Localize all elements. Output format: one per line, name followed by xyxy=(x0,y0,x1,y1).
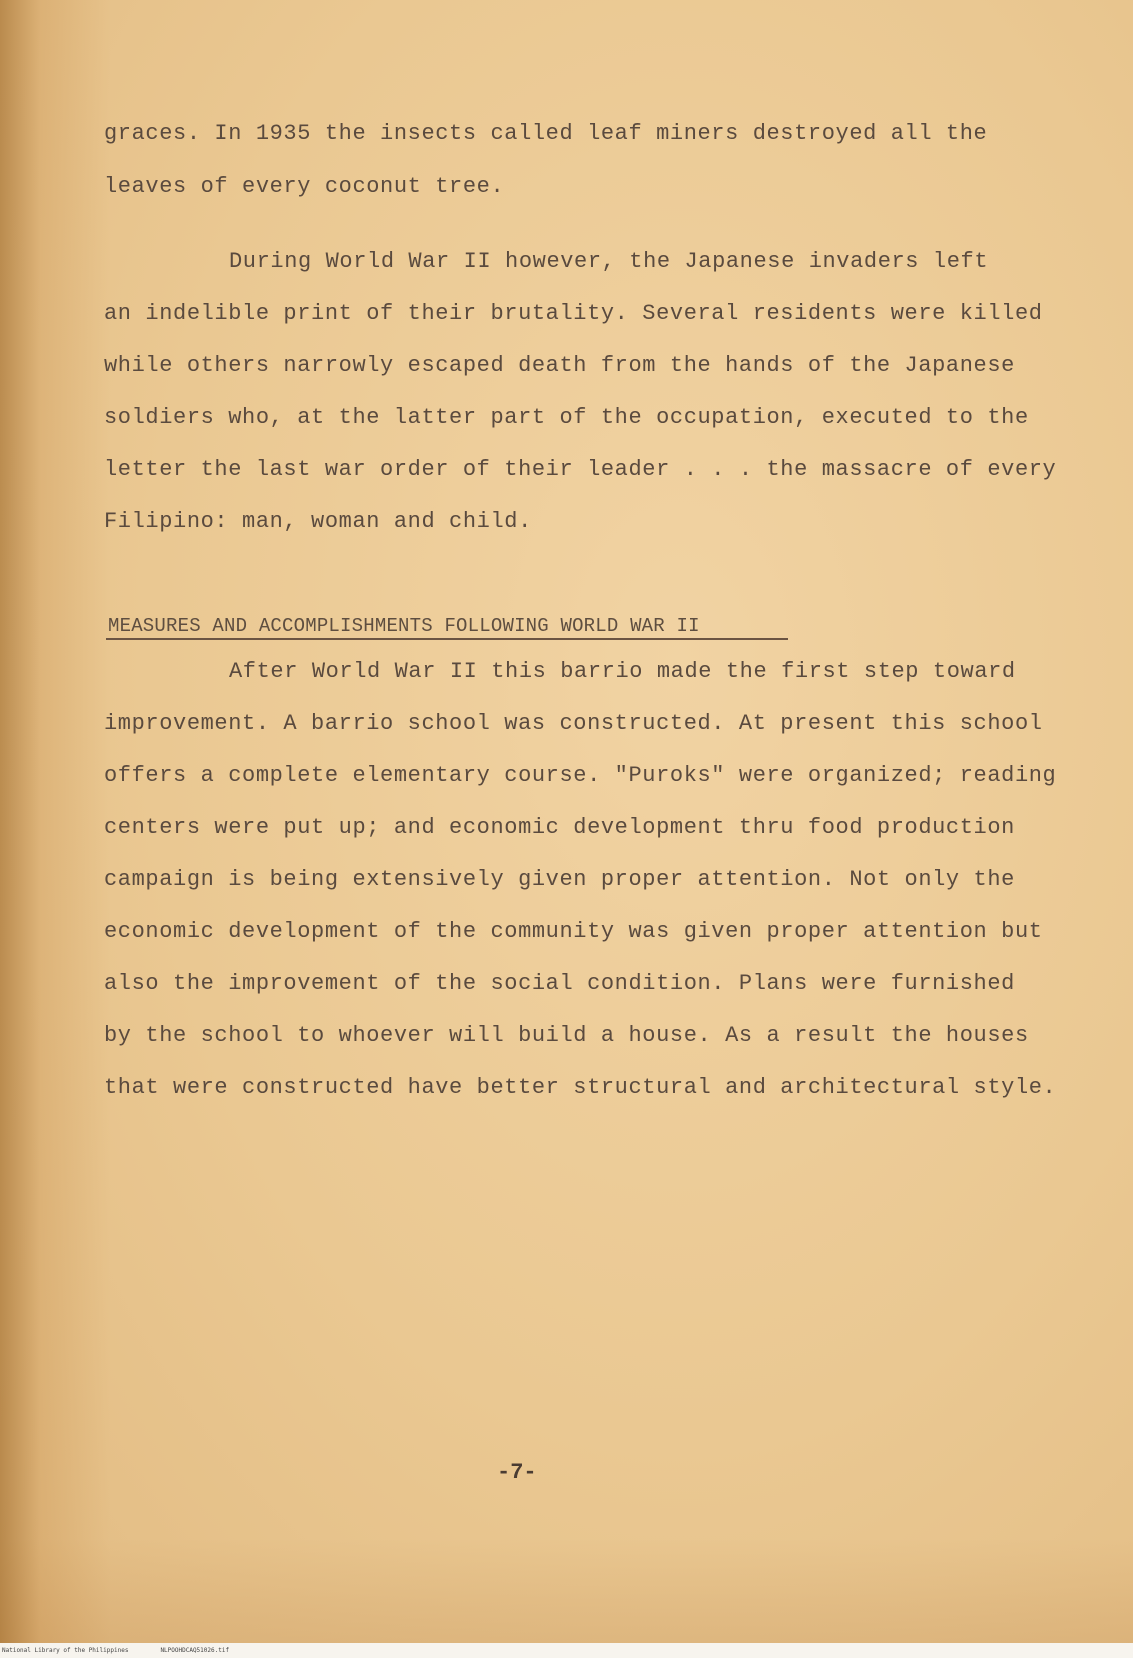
paragraph-3-line-3: offers a complete elementary course. "Puroks" were organized; reading xyxy=(104,763,1057,788)
paragraph-2-line-5: letter the last war order of their leader . . . the massacre of every xyxy=(104,457,1057,482)
library-credit: National Library of the Philippines xyxy=(2,1647,129,1654)
paragraph-1-line-2: leaves of every coconut tree. xyxy=(104,174,505,199)
paragraph-3-line-9: that were constructed have better structural and architectural style. xyxy=(104,1075,1057,1100)
scan-footer xyxy=(0,1643,1133,1658)
heading-underline xyxy=(106,638,788,640)
paragraph-3-line-6: economic development of the community was given proper attention but xyxy=(104,919,1043,944)
paragraph-2-line-3: while others narrowly escaped death from the hands of the Japanese xyxy=(104,353,1015,378)
paragraph-2-line-4: soldiers who, at the latter part of the occupation, executed to the xyxy=(104,405,1029,430)
paragraph-3-line-7: also the improvement of the social condition. Plans were furnished xyxy=(104,971,1015,996)
section-heading: MEASURES AND ACCOMPLISHMENTS FOLLOWING WORLD WAR II xyxy=(108,615,700,637)
paragraph-2-line-2: an indelible print of their brutality. Several residents were killed xyxy=(104,301,1043,326)
paragraph-3-line-2: improvement. A barrio school was constructed. At present this school xyxy=(104,711,1043,736)
paragraph-3-line-5: campaign is being extensively given proper attention. Not only the xyxy=(104,867,1015,892)
file-id: NLPOOHDCAQ51026.tif xyxy=(160,1647,230,1654)
paragraph-2-line-6: Filipino: man, woman and child. xyxy=(104,509,532,534)
paragraph-3-line-8: by the school to whoever will build a house. As a result the houses xyxy=(104,1023,1029,1048)
paragraph-3-line-4: centers were put up; and economic development thru food production xyxy=(104,815,1015,840)
paragraph-3-line-1: After World War II this barrio made the first step toward xyxy=(229,659,1016,684)
paragraph-1-line-1: graces. In 1935 the insects called leaf miners destroyed all the xyxy=(104,121,988,146)
paragraph-2-line-1: During World War II however, the Japanese invaders left xyxy=(229,249,989,274)
page-number: -7- xyxy=(497,1460,537,1485)
